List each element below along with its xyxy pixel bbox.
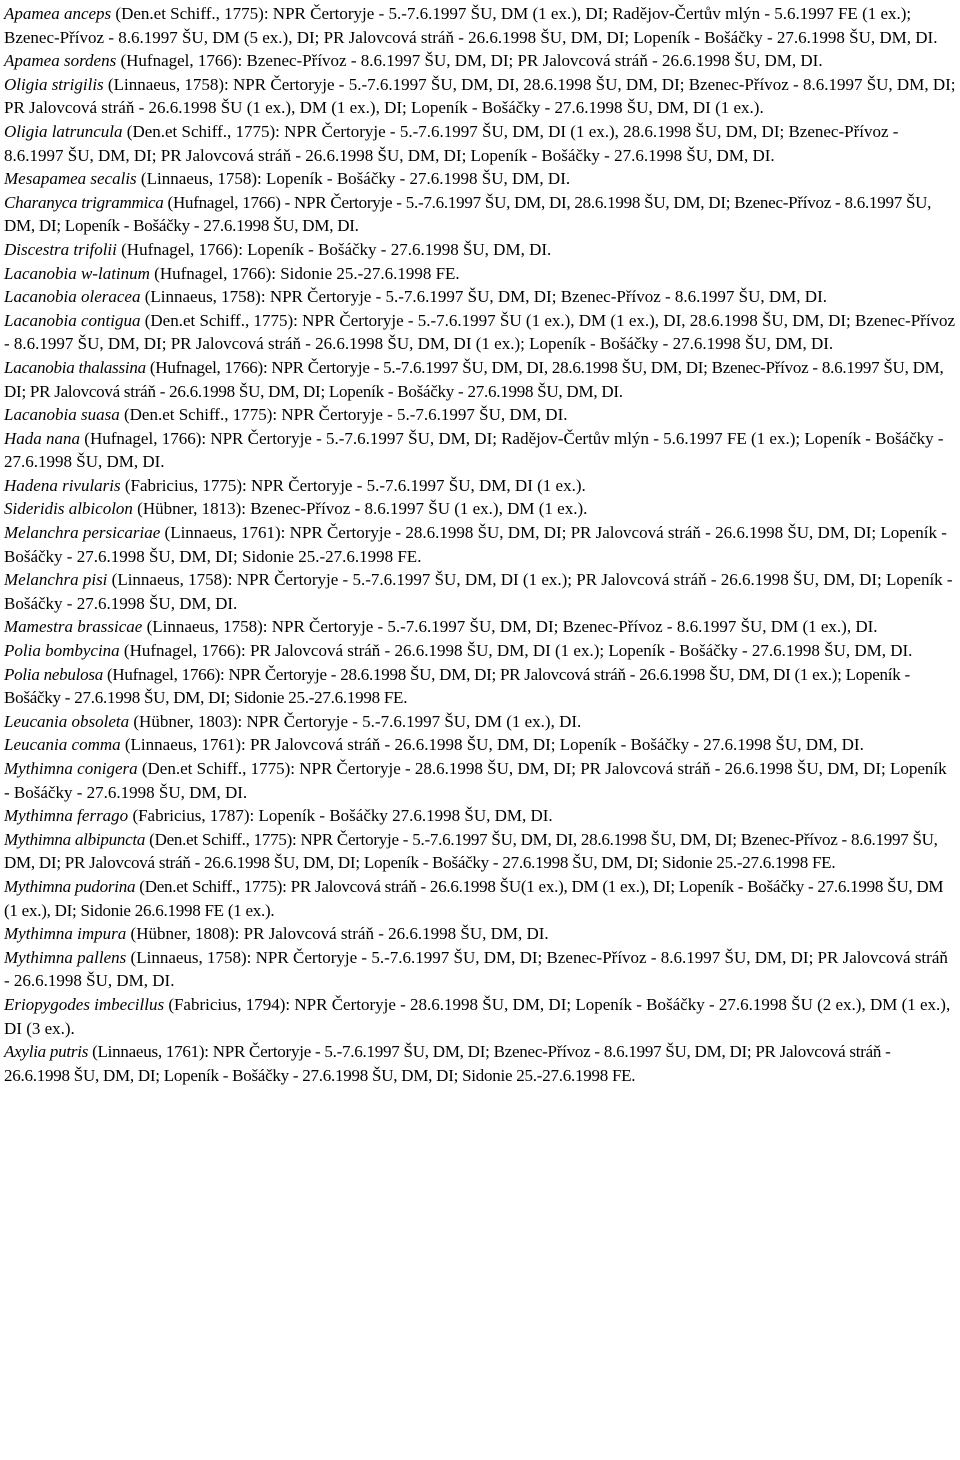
species-name: Mythimna ferrago — [4, 806, 129, 826]
species-entry — [4, 73, 956, 120]
species-entry — [4, 639, 956, 663]
species-name: Apamea sordens — [4, 51, 117, 71]
species-name: Sideridis albicolon — [4, 499, 133, 519]
species-records: (Linnaeus, 1758): NPR Čertoryje - 5.-7.6.1997 ŠU, DM, DI; Bzenec-Přívoz - 8.6.1997 ŠU, DM, DI; PR Jalovcová stráň - 26.6.1998 ŠU, DM, DI. — [4, 947, 948, 991]
species-entry — [4, 427, 956, 474]
species-records: (Den.et Schiff., 1775): NPR Čertoryje - 28.6.1998 ŠU, DM, DI; PR Jalovcová stráň - 26.6.1998 ŠU, DM, DI; Lopeník - Bošáčky - 27.6.1998 ŠU, DM, DI. — [4, 759, 947, 802]
species-records: (Hübner, 1803): NPR Čertoryje - 5.-7.6.1997 ŠU, DM (1 ex.), DI. — [129, 711, 582, 731]
species-entry — [4, 191, 956, 238]
species-records: (Linnaeus, 1761): NPR Čertoryje - 28.6.1998 ŠU, DM, DI; PR Jalovcová stráň - 26.6.1998 ŠU, DM, DI; Lopeník - Bošáčky - 27.6.1998 ŠU, DM, DI; Sidonie 25.-27.6.1998 FE. — [4, 523, 947, 566]
species-records: (Hufnagel, 1766): NPR Čertoryje - 5.-7.6.1997 ŠU, DM, DI; Radějov-Čertův mlýn - 5.6.1997 FE (1 ex.); Lopeník - Bošáčky - 27.6.1998 ŠU, DM, DI. — [4, 428, 944, 472]
species-entry — [4, 663, 956, 710]
species-entry — [4, 946, 956, 993]
species-name: Oligia strigilis — [4, 74, 104, 94]
species-name: Mythimna impura — [4, 924, 127, 944]
species-name: Lacanobia suasa — [4, 405, 120, 425]
species-entry — [4, 922, 956, 946]
species-records: (Hufnagel, 1766): Sidonie 25.-27.6.1998 FE. — [149, 263, 460, 283]
species-entry — [4, 285, 956, 309]
species-records: (Linnaeus, 1758): Lopeník - Bošáčky - 27.6.1998 ŠU, DM, DI. — [136, 169, 571, 189]
species-entry — [4, 568, 956, 615]
species-entry — [4, 238, 956, 262]
species-entry — [4, 804, 956, 828]
species-name: Mythimna pudorina — [4, 876, 136, 896]
species-records: (Linnaeus, 1758): NPR Čertoryje - 5.-7.6.1997 ŠU, DM, DI, 28.6.1998 ŠU, DM, DI; Bzenec-Přívoz - 8.6.1997 ŠU, DM, DI; PR Jalovcová stráň - 26.6.1998 ŠU (1 ex.), DM (1 ex.), DI; Lopeník - Bošáčky - 27.6.1998 ŠU, DM, DI (1 ex.). — [4, 74, 956, 118]
species-entry — [4, 733, 956, 757]
species-entry — [4, 993, 956, 1040]
species-records: (Linnaeus, 1758): NPR Čertoryje - 5.-7.6.1997 ŠU, DM, DI (1 ex.); PR Jalovcová stráň - 26.6.1998 ŠU, DM, DI; Lopeník - Bošáčky - 27.6.1998 ŠU, DM, DI. — [4, 570, 953, 613]
species-name: Mesapamea secalis — [4, 169, 137, 189]
species-name: Lacanobia thalassina — [4, 357, 146, 377]
species-records: (Hufnagel, 1766): Bzenec-Přívoz - 8.6.1997 ŠU, DM, DI; PR Jalovcová stráň - 26.6.1998 ŠU, DM, DI. — [116, 51, 823, 71]
species-entry — [4, 615, 956, 639]
species-records: (Hufnagel, 1766): NPR Čertoryje - 28.6.1998 ŠU, DM, DI; PR Jalovcová stráň - 26.6.1998 ŠU, DM, DI (1 ex.); Lopeník - Bošáčky - 27.6.1998 ŠU, DM, DI; Sidonie 25.-27.6.1998 FE. — [4, 664, 910, 708]
species-name: Polia bombycina — [4, 641, 120, 661]
species-entry — [4, 167, 956, 191]
species-name: Mamestra brassicae — [4, 617, 143, 637]
species-records: (Linnaeus, 1761): NPR Čertoryje - 5.-7.6.1997 ŠU, DM, DI; Bzenec-Přívoz - 8.6.1997 ŠU, DM, DI; PR Jalovcová stráň - 26.6.1998 ŠU, DM, DI; Lopeník - Bošáčky - 27.6.1998 ŠU, DM, DI; Sidonie 25.-27.6.1998 FE. — [4, 1042, 891, 1085]
species-records: (Hufnagel, 1766): PR Jalovcová stráň - 26.6.1998 ŠU, DM, DI (1 ex.); Lopeník - Bošáčky - 27.6.1998 ŠU, DM, DI. — [119, 641, 913, 661]
species-records: (Linnaeus, 1761): PR Jalovcová stráň - 26.6.1998 ŠU, DM, DI; Lopeník - Bošáčky - 27.6.1998 ŠU, DM, DI. — [120, 735, 864, 755]
species-name: Lacanobia contigua — [4, 310, 141, 330]
species-entry — [4, 521, 956, 568]
species-name: Polia nebulosa — [4, 664, 103, 684]
species-name: Melanchra persicariae — [4, 523, 161, 543]
species-name: Lacanobia oleracea — [4, 287, 141, 307]
species-entry — [4, 474, 956, 498]
species-entry — [4, 120, 956, 167]
species-records: (Fabricius, 1775): NPR Čertoryje - 5.-7.6.1997 ŠU, DM, DI (1 ex.). — [120, 475, 586, 495]
species-records: (Hufnagel, 1766): Lopeník - Bošáčky - 27.6.1998 ŠU, DM, DI. — [116, 239, 552, 259]
species-entry — [4, 2, 956, 49]
species-name: Hadena rivularis — [4, 475, 121, 495]
species-name: Melanchra pisi — [4, 570, 108, 590]
species-entry — [4, 403, 956, 427]
species-name: Mythimna conigera — [4, 759, 138, 778]
species-entry — [4, 497, 956, 521]
species-entry — [4, 757, 956, 804]
species-name: Mythimna pallens — [4, 947, 127, 967]
species-entry — [4, 309, 956, 356]
species-name: Leucania comma — [4, 735, 121, 755]
species-records: (Den.et Schiff., 1775): NPR Čertoryje - 5.-7.6.1997 ŠU, DM, DI. — [119, 405, 568, 425]
species-records: (Linnaeus, 1758): NPR Čertoryje - 5.-7.6.1997 ŠU, DM, DI; Bzenec-Přívoz - 8.6.1997 ŠU, DM, DI. — [140, 287, 827, 307]
species-name: Lacanobia w-latinum — [4, 263, 150, 283]
species-entry — [4, 262, 956, 286]
species-records: (Fabricius, 1787): Lopeník - Bošáčky 27.6.1998 ŠU, DM, DI. — [128, 806, 553, 826]
species-records: (Hufnagel, 1766) - NPR Čertoryje - 5.-7.6.1997 ŠU, DM, DI, 28.6.1998 ŠU, DM, DI; Bzenec-Přívoz - 8.6.1997 ŠU, DM, DI; Lopeník - Bošáčky - 27.6.1998 ŠU, DM, DI. — [4, 192, 932, 236]
species-records: (Den.et Schiff., 1775): NPR Čertoryje - 5.-7.6.1997 ŠU (1 ex.), DM (1 ex.), DI, 28.6.1998 ŠU, DM, DI; Bzenec-Přívoz - 8.6.1997 ŠU, DM, DI; PR Jalovcová stráň - 26.6.1998 ŠU, DM, DI (1 ex.); Lopeník - Bošáčky - 27.6.1998 ŠU, DM, DI. — [4, 310, 956, 354]
species-name: Apamea anceps — [4, 4, 112, 23]
species-list-page — [4, 2, 956, 1087]
species-name: Discestra trifolii — [4, 239, 117, 259]
species-entry — [4, 356, 956, 403]
species-entry — [4, 875, 956, 922]
species-name: Hada nana — [4, 428, 81, 448]
species-records: (Hübner, 1813): Bzenec-Přívoz - 8.6.1997 ŠU (1 ex.), DM (1 ex.). — [132, 499, 588, 519]
species-entry — [4, 49, 956, 73]
species-records: (Fabricius, 1794): NPR Čertoryje - 28.6.1998 ŠU, DM, DI; Lopeník - Bošáčky - 27.6.1998 ŠU (2 ex.), DM (1 ex.), DI (3 ex.). — [4, 994, 951, 1038]
species-records: (Den.et Schiff., 1775): NPR Čertoryje - 5.-7.6.1997 ŠU, DM, DI (1 ex.), 28.6.1998 ŠU, DM, DI; Bzenec-Přívoz - 8.6.1997 ŠU, DM, DI; PR Jalovcová stráň - 26.6.1998 ŠU, DM, DI; Lopeník - Bošáčky - 27.6.1998 ŠU, DM, DI. — [4, 121, 899, 165]
species-records: (Linnaeus, 1758): NPR Čertoryje - 5.-7.6.1997 ŠU, DM, DI; Bzenec-Přívoz - 8.6.1997 ŠU, DM (1 ex.), DI. — [142, 617, 878, 637]
species-records: (Hübner, 1808): PR Jalovcová stráň - 26.6.1998 ŠU, DM, DI. — [126, 924, 549, 944]
species-name: Leucania obsoleta — [4, 711, 130, 731]
species-records: (Den.et Schiff., 1775): NPR Čertoryje - 5.-7.6.1997 ŠU, DM, DI, 28.6.1998 ŠU, DM, DI; Bzenec-Přívoz - 8.6.1997 ŠU, DM, DI; PR Jalovcová stráň - 26.6.1998 ŠU, DM, DI; Lopeník - Bošáčky - 27.6.1998 ŠU, DM, DI; Sidonie 25.-27.6.1998 FE. — [4, 829, 938, 873]
species-entry — [4, 710, 956, 734]
species-entry — [4, 1040, 956, 1087]
species-name: Oligia latruncula — [4, 121, 123, 141]
species-records: (Den.et Schiff., 1775): PR Jalovcová stráň - 26.6.1998 ŠU(1 ex.), DM (1 ex.), DI; Lopeník - Bošáčky - 27.6.1998 ŠU, DM (1 ex.), DI; Sidonie 26.6.1998 FE (1 ex.). — [4, 876, 944, 920]
species-records: (Hufnagel, 1766): NPR Čertoryje - 5.-7.6.1997 ŠU, DM, DI, 28.6.1998 ŠU, DM, DI; Bzenec-Přívoz - 8.6.1997 ŠU, DM, DI; PR Jalovcová stráň - 26.6.1998 ŠU, DM, DI; Lopeník - Bošáčky - 27.6.1998 ŠU, DM, DI. — [4, 357, 944, 401]
species-name: Mythimna albipuncta — [4, 829, 146, 849]
species-name: Eriopygodes imbecillus — [4, 994, 165, 1014]
species-name: Charanyca trigrammica — [4, 192, 164, 212]
species-name: Axylia putris — [4, 1042, 89, 1062]
species-entry — [4, 828, 956, 875]
species-records: (Den.et Schiff., 1775): NPR Čertoryje - 5.-7.6.1997 ŠU, DM (1 ex.), DI; Radějov-Čertův mlýn - 5.6.1997 FE (1 ex.); Bzenec-Přívoz - 8.6.1997 ŠU, DM (5 ex.), DI; PR Jalovcová stráň - 26.6.1998 ŠU, DM, DI; Lopeník - Bošáčky - 27.6.1998 ŠU, DM, DI. — [4, 4, 938, 47]
